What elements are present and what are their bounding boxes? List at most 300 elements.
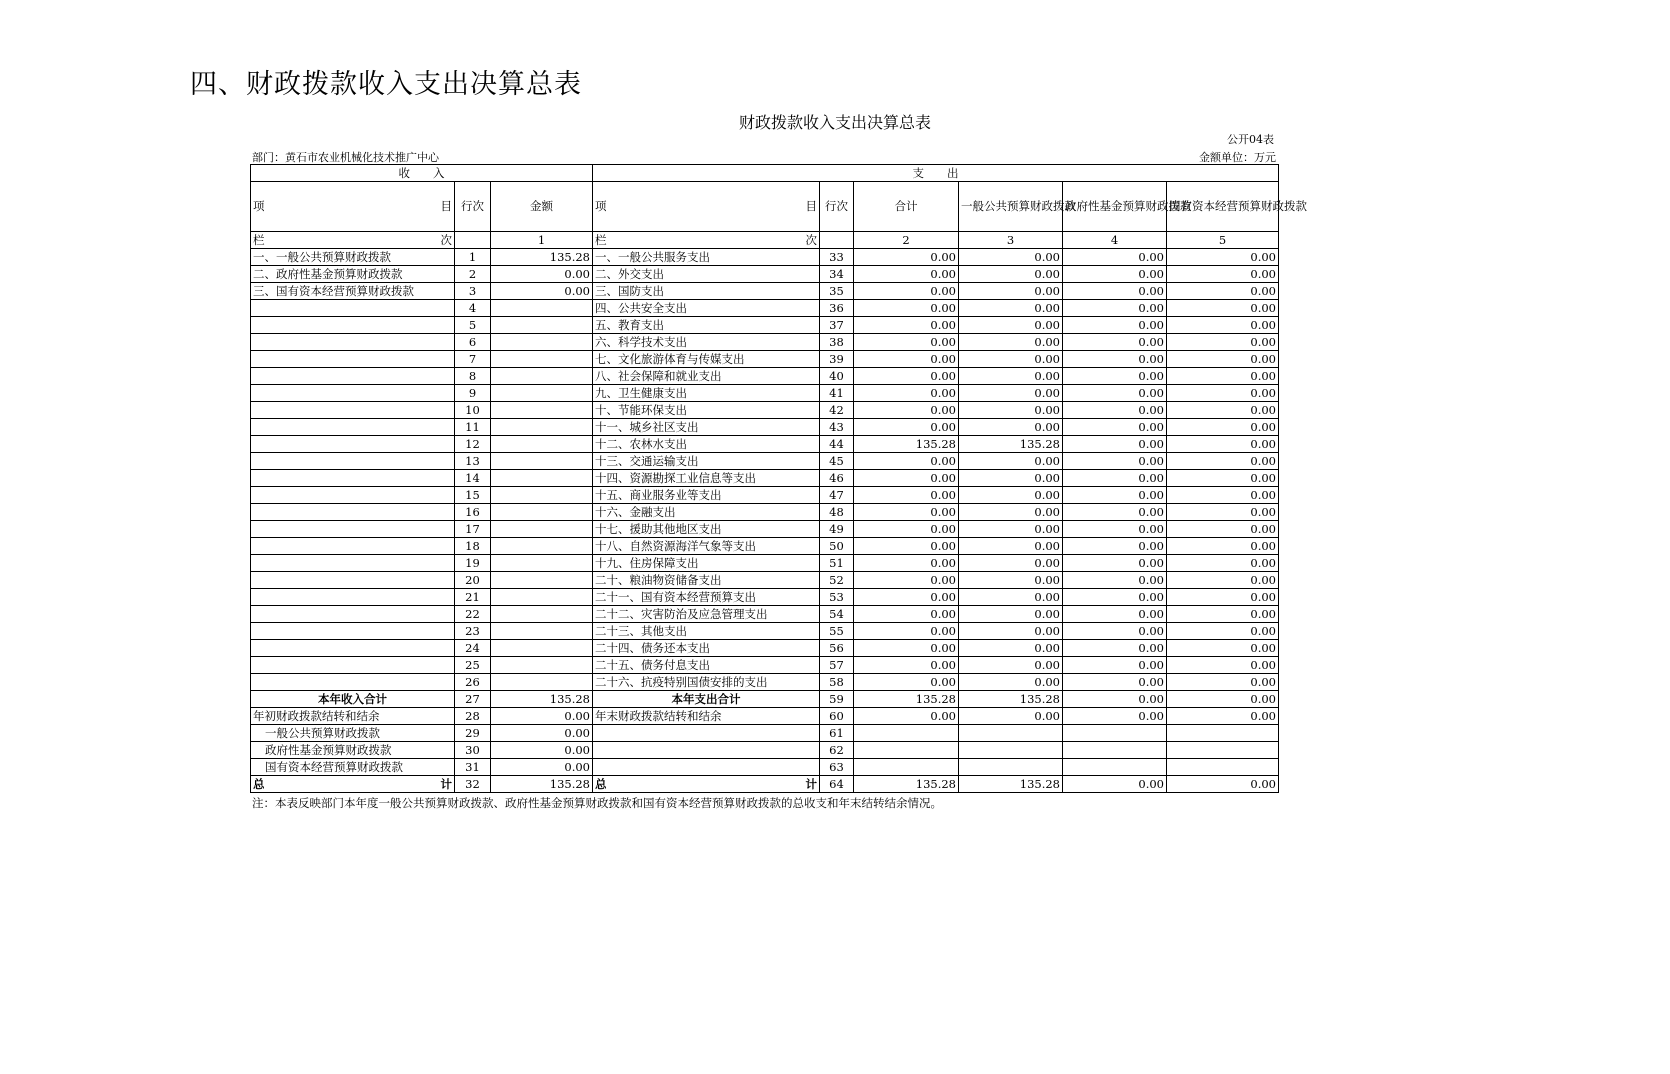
fund-budget-cell: 0.00 (1063, 317, 1167, 334)
expense-total-cell: 0.00 (854, 300, 959, 317)
expense-row-no-cell: 55 (820, 623, 854, 640)
income-row-no-cell: 4 (455, 300, 491, 317)
expense-item-cell: 二十四、债务还本支出 (593, 640, 820, 657)
income-row-no-cell: 18 (455, 538, 491, 555)
expense-total-cell: 0.00 (854, 538, 959, 555)
expense-row-no-cell: 48 (820, 504, 854, 521)
col-index-4: 4 (1063, 232, 1167, 249)
fund-budget-cell: 0.00 (1063, 674, 1167, 691)
empty-cell (455, 232, 491, 249)
expense-row-no-cell: 60 (820, 708, 854, 725)
state-capital-cell: 0.00 (1167, 572, 1279, 589)
table-row (251, 572, 1279, 589)
expense-row-no-cell: 43 (820, 419, 854, 436)
general-budget-cell: 0.00 (959, 351, 1063, 368)
table-row (251, 657, 1279, 674)
income-item-cell (251, 368, 455, 385)
expense-item-cell: 十八、自然资源海洋气象等支出 (593, 538, 820, 555)
general-budget-cell (959, 725, 1063, 742)
general-budget-cell: 0.00 (959, 385, 1063, 402)
general-budget-cell: 0.00 (959, 674, 1063, 691)
expense-item-cell: 十一、城乡社区支出 (593, 419, 820, 436)
fund-budget-cell: 0.00 (1063, 351, 1167, 368)
grand-total-row (251, 776, 1279, 793)
state-capital-cell: 0.00 (1167, 470, 1279, 487)
expense-total-cell: 0.00 (854, 487, 959, 504)
general-budget-header: 一般公共预算财政拨款 (959, 182, 1063, 232)
expense-row-no-cell: 51 (820, 555, 854, 572)
income-item-cell (251, 385, 455, 402)
income-amount-cell (491, 606, 593, 623)
general-budget-cell: 0.00 (959, 640, 1063, 657)
fund-budget-cell: 0.00 (1063, 266, 1167, 283)
expense-item-cell: 二十六、抗疫特别国债安排的支出 (593, 674, 820, 691)
expense-row-no-cell: 61 (820, 725, 854, 742)
table-row (251, 623, 1279, 640)
income-row-no-cell: 25 (455, 657, 491, 674)
general-budget-cell: 0.00 (959, 419, 1063, 436)
table-row (251, 419, 1279, 436)
income-item-cell: 国有资本经营预算财政拨款 (251, 759, 455, 776)
section-header-row (251, 165, 1279, 182)
expense-item-cell: 十六、金融支出 (593, 504, 820, 521)
income-item-cell (251, 300, 455, 317)
general-budget-cell (959, 742, 1063, 759)
income-row-no-cell: 24 (455, 640, 491, 657)
expense-total-cell: 135.28 (854, 776, 959, 793)
state-capital-cell: 0.00 (1167, 674, 1279, 691)
income-row-no-cell: 11 (455, 419, 491, 436)
total-header: 合计 (854, 182, 959, 232)
expense-item-cell (593, 742, 820, 759)
state-capital-cell: 0.00 (1167, 691, 1279, 708)
income-row-no-cell: 23 (455, 623, 491, 640)
income-item-cell (251, 657, 455, 674)
income-item-cell: 年初财政拨款结转和结余 (251, 708, 455, 725)
table-row (251, 402, 1279, 419)
expense-row-no-cell: 46 (820, 470, 854, 487)
fund-budget-cell: 0.00 (1063, 470, 1167, 487)
table-row (251, 351, 1279, 368)
expense-total-cell: 0.00 (854, 419, 959, 436)
income-amount-cell: 0.00 (491, 266, 593, 283)
expense-row-no-cell: 62 (820, 742, 854, 759)
income-amount-cell: 0.00 (491, 725, 593, 742)
income-amount-cell: 0.00 (491, 742, 593, 759)
subtotal-row (251, 691, 1279, 708)
expense-row-no-header: 行次 (820, 182, 854, 232)
expense-row-no-cell: 54 (820, 606, 854, 623)
income-amount-cell (491, 385, 593, 402)
income-item-cell: 一般公共预算财政拨款 (251, 725, 455, 742)
general-budget-cell: 135.28 (959, 436, 1063, 453)
income-total-label: 总 计 (251, 776, 455, 793)
fund-budget-cell: 0.00 (1063, 657, 1167, 674)
general-budget-cell: 0.00 (959, 538, 1063, 555)
state-capital-cell: 0.00 (1167, 283, 1279, 300)
income-amount-cell (491, 402, 593, 419)
carryover-row (251, 725, 1279, 742)
income-amount-cell: 0.00 (491, 283, 593, 300)
income-amount-cell (491, 334, 593, 351)
expense-item-cell: 七、文化旅游体育与传媒支出 (593, 351, 820, 368)
expense-row-no-cell: 36 (820, 300, 854, 317)
state-capital-cell (1167, 742, 1279, 759)
income-amount-cell: 135.28 (491, 691, 593, 708)
income-row-no-cell: 16 (455, 504, 491, 521)
general-budget-cell: 0.00 (959, 623, 1063, 640)
expense-item-cell: 十、节能环保支出 (593, 402, 820, 419)
expense-row-no-cell: 39 (820, 351, 854, 368)
income-row-no-cell: 2 (455, 266, 491, 283)
budget-summary-table (250, 164, 1307, 793)
expense-row-no-cell: 40 (820, 368, 854, 385)
expense-total-cell: 0.00 (854, 402, 959, 419)
expense-total-label: 总 计 (593, 776, 820, 793)
fund-budget-cell: 0.00 (1063, 334, 1167, 351)
expense-total-cell: 0.00 (854, 351, 959, 368)
income-row-no-cell: 17 (455, 521, 491, 538)
state-capital-cell: 0.00 (1167, 657, 1279, 674)
income-row-no-cell: 5 (455, 317, 491, 334)
state-capital-cell: 0.00 (1167, 266, 1279, 283)
state-capital-cell: 0.00 (1167, 708, 1279, 725)
expense-row-no-cell: 58 (820, 674, 854, 691)
empty-cell (820, 232, 854, 249)
income-item-cell (251, 623, 455, 640)
table-row (251, 368, 1279, 385)
expense-total-cell: 0.00 (854, 674, 959, 691)
table-row (251, 487, 1279, 504)
expense-total-cell: 0.00 (854, 657, 959, 674)
table-row (251, 385, 1279, 402)
expense-item-cell: 二、外交支出 (593, 266, 820, 283)
income-row-no-cell: 19 (455, 555, 491, 572)
fund-budget-cell: 0.00 (1063, 436, 1167, 453)
income-amount-cell (491, 572, 593, 589)
state-capital-cell: 0.00 (1167, 487, 1279, 504)
table-row (251, 640, 1279, 657)
fund-budget-cell: 0.00 (1063, 504, 1167, 521)
general-budget-cell: 0.00 (959, 555, 1063, 572)
income-row-no-cell: 13 (455, 453, 491, 470)
income-item-cell: 一、一般公共预算财政拨款 (251, 249, 455, 266)
expense-item-header: 项 目 (593, 182, 820, 232)
income-item-cell (251, 674, 455, 691)
income-row-no-cell: 21 (455, 589, 491, 606)
general-budget-cell: 0.00 (959, 266, 1063, 283)
table-row (251, 521, 1279, 538)
fund-budget-header: 政府性基金预算财政拨款 (1063, 182, 1167, 232)
expense-row-no-cell: 52 (820, 572, 854, 589)
state-capital-cell: 0.00 (1167, 300, 1279, 317)
expense-row-no-cell: 35 (820, 283, 854, 300)
income-item-cell (251, 521, 455, 538)
fund-budget-cell: 0.00 (1063, 691, 1167, 708)
fund-budget-cell: 0.00 (1063, 776, 1167, 793)
department-label: 部门：黄石市农业机械化技术推广中心 (252, 151, 439, 164)
general-budget-cell: 0.00 (959, 453, 1063, 470)
unit-label: 金额单位：万元 (1199, 151, 1276, 164)
form-code: 公开04表 (1227, 133, 1274, 146)
col-index-1: 1 (491, 232, 593, 249)
income-item-cell (251, 606, 455, 623)
table-row (251, 300, 1279, 317)
table-title: 财政拨款收入支出决算总表 (738, 113, 931, 132)
fund-budget-cell: 0.00 (1063, 640, 1167, 657)
expense-row-no-cell: 42 (820, 402, 854, 419)
income-item-cell (251, 572, 455, 589)
col-label-cell: 栏 次 (593, 232, 820, 249)
fund-budget-cell: 0.00 (1063, 368, 1167, 385)
expense-item-cell: 二十五、债务付息支出 (593, 657, 820, 674)
table-row (251, 674, 1279, 691)
income-item-cell (251, 589, 455, 606)
general-budget-cell: 0.00 (959, 283, 1063, 300)
expense-total-cell: 0.00 (854, 368, 959, 385)
table-row (251, 436, 1279, 453)
income-amount-cell (491, 487, 593, 504)
table-row (251, 334, 1279, 351)
expense-total-cell: 0.00 (854, 640, 959, 657)
state-capital-cell: 0.00 (1167, 385, 1279, 402)
expense-total-cell: 0.00 (854, 470, 959, 487)
expense-section-header: 支 出 (593, 165, 1279, 182)
footnote: 注：本表反映部门本年度一般公共预算财政拨款、政府性基金预算财政拨款和国有资本经营预算财政拨款的总收支和年末结转结余情况。 (252, 796, 942, 810)
general-budget-cell: 0.00 (959, 589, 1063, 606)
table-row (251, 555, 1279, 572)
table-row (251, 249, 1279, 266)
income-amount-header: 金额 (491, 182, 593, 232)
general-budget-cell: 0.00 (959, 504, 1063, 521)
income-item-header: 项 目 (251, 182, 455, 232)
state-capital-cell: 0.00 (1167, 419, 1279, 436)
income-amount-cell: 0.00 (491, 708, 593, 725)
table-row (251, 538, 1279, 555)
income-item-cell (251, 504, 455, 521)
state-capital-cell: 0.00 (1167, 334, 1279, 351)
income-item-cell (251, 419, 455, 436)
expense-row-no-cell: 33 (820, 249, 854, 266)
state-capital-cell: 0.00 (1167, 623, 1279, 640)
expense-row-no-cell: 45 (820, 453, 854, 470)
fund-budget-cell: 0.00 (1063, 385, 1167, 402)
expense-item-cell: 五、教育支出 (593, 317, 820, 334)
general-budget-cell: 0.00 (959, 572, 1063, 589)
income-amount-cell (491, 589, 593, 606)
fund-budget-cell: 0.00 (1063, 555, 1167, 572)
expense-row-no-cell: 37 (820, 317, 854, 334)
fund-budget-cell: 0.00 (1063, 589, 1167, 606)
income-item-cell: 二、政府性基金预算财政拨款 (251, 266, 455, 283)
fund-budget-cell: 0.00 (1063, 606, 1167, 623)
expense-total-cell: 0.00 (854, 623, 959, 640)
carryover-row (251, 708, 1279, 725)
income-item-cell (251, 402, 455, 419)
state-capital-header: 国有资本经营预算财政拨款 (1167, 182, 1279, 232)
expense-total-cell (854, 759, 959, 776)
expense-total-cell: 0.00 (854, 266, 959, 283)
income-amount-cell (491, 470, 593, 487)
income-amount-cell (491, 538, 593, 555)
general-budget-cell: 0.00 (959, 334, 1063, 351)
income-row-no-cell: 30 (455, 742, 491, 759)
income-section-header: 收 入 (251, 165, 593, 182)
expense-item-cell: 十五、商业服务业等支出 (593, 487, 820, 504)
table-row (251, 606, 1279, 623)
expense-item-cell (593, 759, 820, 776)
expense-total-cell: 0.00 (854, 521, 959, 538)
fund-budget-cell: 0.00 (1063, 300, 1167, 317)
expense-total-cell: 0.00 (854, 453, 959, 470)
table-row (251, 453, 1279, 470)
income-row-no-cell: 27 (455, 691, 491, 708)
table-row (251, 504, 1279, 521)
expense-row-no-cell: 53 (820, 589, 854, 606)
income-item-cell (251, 538, 455, 555)
state-capital-cell (1167, 759, 1279, 776)
fund-budget-cell (1063, 742, 1167, 759)
general-budget-cell (959, 759, 1063, 776)
expense-item-cell: 年末财政拨款结转和结余 (593, 708, 820, 725)
fund-budget-cell: 0.00 (1063, 283, 1167, 300)
general-budget-cell: 0.00 (959, 317, 1063, 334)
state-capital-cell (1167, 725, 1279, 742)
table-row (251, 470, 1279, 487)
carryover-row (251, 742, 1279, 759)
fund-budget-cell (1063, 759, 1167, 776)
income-amount-cell (491, 521, 593, 538)
expense-item-cell: 十七、援助其他地区支出 (593, 521, 820, 538)
income-row-no-cell: 3 (455, 283, 491, 300)
table-row (251, 589, 1279, 606)
fund-budget-cell: 0.00 (1063, 419, 1167, 436)
expense-row-no-cell: 44 (820, 436, 854, 453)
state-capital-cell: 0.00 (1167, 368, 1279, 385)
expense-item-cell: 一、一般公共服务支出 (593, 249, 820, 266)
state-capital-cell: 0.00 (1167, 538, 1279, 555)
general-budget-cell: 0.00 (959, 402, 1063, 419)
state-capital-cell: 0.00 (1167, 453, 1279, 470)
expense-total-cell: 0.00 (854, 334, 959, 351)
income-item-cell: 政府性基金预算财政拨款 (251, 742, 455, 759)
income-row-no-cell: 1 (455, 249, 491, 266)
table-row (251, 317, 1279, 334)
income-row-no-cell: 9 (455, 385, 491, 402)
general-budget-cell: 0.00 (959, 487, 1063, 504)
fund-budget-cell: 0.00 (1063, 249, 1167, 266)
income-row-no-cell: 10 (455, 402, 491, 419)
expense-item-cell: 十九、住房保障支出 (593, 555, 820, 572)
expense-row-no-cell: 57 (820, 657, 854, 674)
income-row-no-cell: 32 (455, 776, 491, 793)
fund-budget-cell: 0.00 (1063, 538, 1167, 555)
expense-item-cell: 二十一、国有资本经营预算支出 (593, 589, 820, 606)
expense-item-cell: 九、卫生健康支出 (593, 385, 820, 402)
general-budget-cell: 0.00 (959, 300, 1063, 317)
state-capital-cell: 0.00 (1167, 249, 1279, 266)
state-capital-cell: 0.00 (1167, 606, 1279, 623)
income-item-cell: 三、国有资本经营预算财政拨款 (251, 283, 455, 300)
expense-subtotal-label: 本年支出合计 (593, 691, 820, 708)
income-item-cell (251, 351, 455, 368)
general-budget-cell: 0.00 (959, 521, 1063, 538)
income-amount-cell (491, 674, 593, 691)
income-amount-cell (491, 623, 593, 640)
income-amount-cell (491, 368, 593, 385)
income-row-no-cell: 6 (455, 334, 491, 351)
fund-budget-cell: 0.00 (1063, 572, 1167, 589)
state-capital-cell: 0.00 (1167, 555, 1279, 572)
expense-total-cell: 135.28 (854, 436, 959, 453)
expense-item-cell: 十二、农林水支出 (593, 436, 820, 453)
col-index-5: 5 (1167, 232, 1279, 249)
income-row-no-cell: 20 (455, 572, 491, 589)
income-amount-cell (491, 419, 593, 436)
income-item-cell (251, 487, 455, 504)
expense-row-no-cell: 49 (820, 521, 854, 538)
general-budget-cell: 0.00 (959, 657, 1063, 674)
expense-total-cell: 0.00 (854, 589, 959, 606)
fund-budget-cell: 0.00 (1063, 521, 1167, 538)
expense-total-cell: 0.00 (854, 504, 959, 521)
income-amount-cell (491, 317, 593, 334)
income-row-no-cell: 12 (455, 436, 491, 453)
expense-total-cell (854, 742, 959, 759)
income-row-no-cell: 7 (455, 351, 491, 368)
income-amount-cell: 135.28 (491, 776, 593, 793)
state-capital-cell: 0.00 (1167, 776, 1279, 793)
expense-row-no-cell: 34 (820, 266, 854, 283)
expense-row-no-cell: 64 (820, 776, 854, 793)
expense-total-cell: 0.00 (854, 555, 959, 572)
expense-total-cell: 0.00 (854, 283, 959, 300)
expense-row-no-cell: 50 (820, 538, 854, 555)
income-amount-cell (491, 453, 593, 470)
income-row-no-header: 行次 (455, 182, 491, 232)
state-capital-cell: 0.00 (1167, 317, 1279, 334)
carryover-row (251, 759, 1279, 776)
income-amount-cell: 135.28 (491, 249, 593, 266)
general-budget-cell: 0.00 (959, 368, 1063, 385)
income-row-no-cell: 8 (455, 368, 491, 385)
income-row-no-cell: 28 (455, 708, 491, 725)
income-item-cell (251, 640, 455, 657)
expense-total-cell (854, 725, 959, 742)
income-amount-cell (491, 640, 593, 657)
income-amount-cell (491, 300, 593, 317)
fund-budget-cell: 0.00 (1063, 402, 1167, 419)
income-item-cell (251, 453, 455, 470)
income-row-no-cell: 14 (455, 470, 491, 487)
fund-budget-cell: 0.00 (1063, 453, 1167, 470)
expense-total-cell: 0.00 (854, 317, 959, 334)
expense-item-cell (593, 725, 820, 742)
general-budget-cell: 0.00 (959, 470, 1063, 487)
income-row-no-cell: 15 (455, 487, 491, 504)
income-amount-cell (491, 351, 593, 368)
income-item-cell (251, 317, 455, 334)
expense-total-cell: 0.00 (854, 572, 959, 589)
col-label-cell: 栏 次 (251, 232, 455, 249)
income-item-cell (251, 470, 455, 487)
state-capital-cell: 0.00 (1167, 351, 1279, 368)
income-item-cell (251, 334, 455, 351)
expense-total-cell: 135.28 (854, 691, 959, 708)
col-index-3: 3 (959, 232, 1063, 249)
income-row-no-cell: 29 (455, 725, 491, 742)
expense-total-cell: 0.00 (854, 606, 959, 623)
